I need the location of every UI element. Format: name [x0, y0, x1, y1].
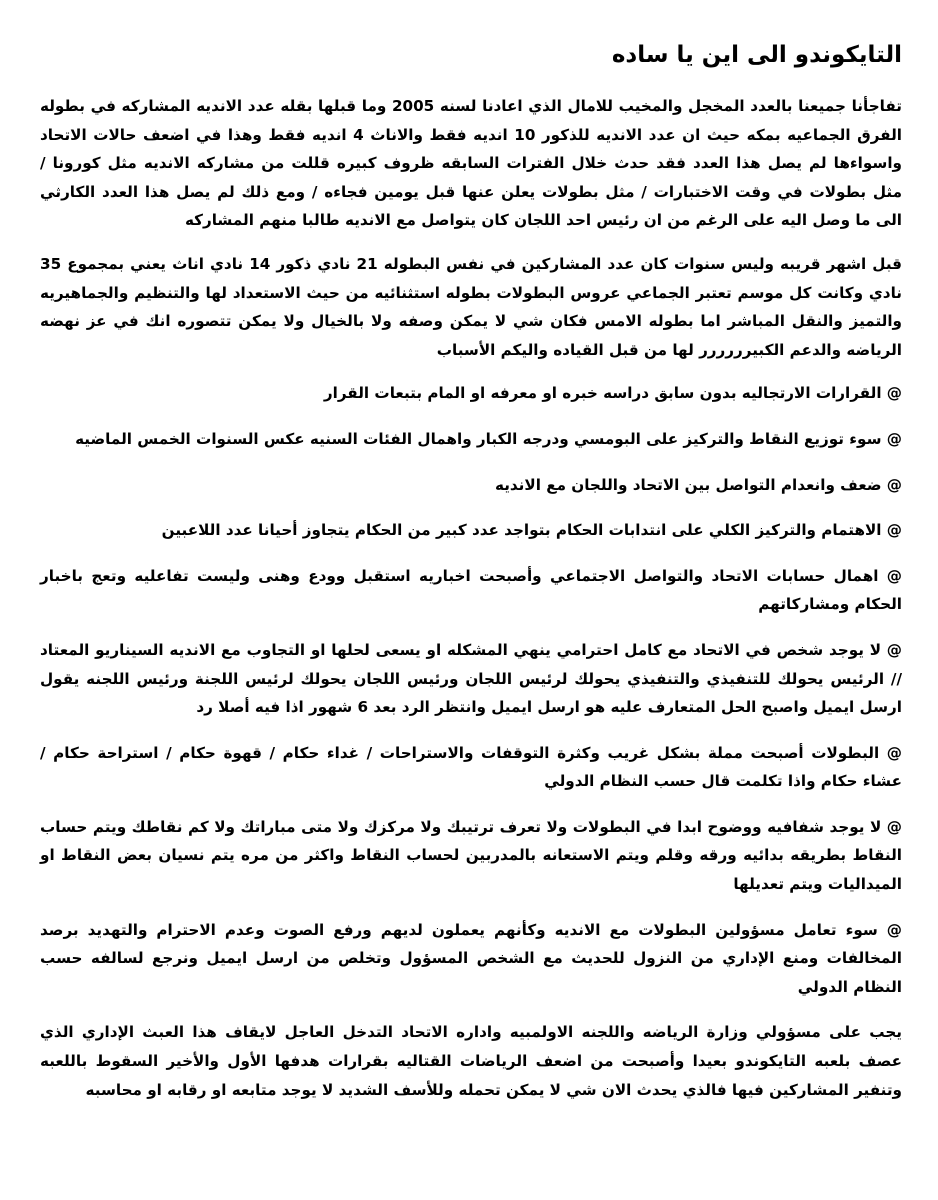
reason-point-5: @ اهمال حسابات الاتحاد والتواصل الاجتماعي وأصبحت اخباريه استقبل وودع وهنى وليست تفاعليه وتعج باخبار الحكام ومشاركاتهم — [40, 566, 902, 614]
reason-point-9: @ سوء تعامل مسؤولين البطولات مع الانديه وكأنهم يعملون لديهم ورفع الصوت وعدم الاحترام والتهديد برصد المخالفات ومنع الإداري من النزول للحديث مع الشخص المسؤول وتخلص من ارسل ايميل ونرجع لسالفه حسب النظام الدولي — [40, 920, 902, 996]
document-title: التايكوندو الى اين يا ساده — [611, 42, 902, 68]
closing-paragraph: يجب على مسؤولي وزارة الرياضه واللجنه الاولمبيه واداره الاتحاد التدخل العاجل لايقاف هذا العبث الإداري الذي عصف بلعبه التايكوندو بعيدا وأصبحت من اضعف الرياضات القتاليه بقرارات هدفها الأول والأخير السقوط باللعبه وتنفير المشاركين فيها فالذي يحدث الان شي لا يمكن تحمله وللأسف الشديد لا يوجد متابعه او رقابه او محاسبه — [40, 1023, 902, 1099]
reason-point-8: @ لا يوجد شفافيه ووضوح ابدا في البطولات ولا تعرف ترتيبك ولا مركزك ولا متى مباراتك ولا كم نقاطك ويتم حساب النقاط بطريقه بدائيه ورقه وقلم ويتم الاستعانه بالمدربين لحساب النقاط واكثر من مره يتم نسيان بعض النقاط او الميداليات ويتم تعديلها — [40, 817, 902, 894]
document-page — [40, 38, 902, 1104]
reason-point-2: @ سوء توزيع النقاط والتركيز على البومسي ودرجه الكبار واهمال الفئات السنيه عكس السنوات الخمس الماضيه — [75, 429, 902, 448]
reason-point-3: @ ضعف وانعدام التواصل بين الاتحاد واللجان مع الانديه — [495, 475, 902, 494]
reason-point-6: @ لا يوجد شخص في الاتحاد مع كامل احترامي ينهي المشكله او يسعى لحلها او التجاوب مع الانديه السيناريو المعتاد // الرئيس يحولك للتنفيذي والتنفيذي يحولك لرئيس اللجان ورئيس اللجان يحولك لرئيس اللجنة ورئيس اللجنه يقول ارسل ايميل واصبح الحل المتعارف عليه هو ارسل ايميل وانتظر الرد بعد 6 شهور اذا فيه أصلا رد — [40, 640, 902, 717]
intro-paragraph-1: تفاجأنا جميعنا بالعدد المخجل والمخيب للامال الذي اعادنا لسنه 2005 وما قبلها بقله عدد الانديه المشاركه في بطوله الفرق الجماعيه بمكه حيث ان عدد الانديه للذكور 10 انديه فقط والاناث 4 انديه فقط وهذا في اضعف حالات الاتحاد واسواءها لم يصل هذا العدد فقد حدث خلال الفترات السابقه ظروف كبيره قللت من مشاركه الانديه مثل كورونا / مثل بطولات في وقت الاختبارات / مثل بطولات يعلن عنها قبل يومين فجاءه / ومع ذلك لم يصل هذا العدد الكارثي الى ما وصل اليه على الرغم من ان رئيس احد اللجان كان يتواصل مع الانديه طالبا منهم المشاركه — [40, 97, 902, 230]
reason-point-7: @ البطولات أصبحت مملة بشكل غريب وكثرة التوقفات والاستراحات / غداء حكام / قهوة حكام / استراحة حكام / عشاء حكام واذا تكلمت قال حسب النظام الدولي — [40, 743, 902, 791]
intro-paragraph-2: قبل اشهر قريبه وليس سنوات كان عدد المشاركين في نفس البطوله 21 نادي ذكور 14 نادي اناث يعني بمجموع 35 نادي وكانت كل موسم تعتبر الجماعي عروس البطولات بطوله استثنائيه من حيث الاستعداد لها والتنظيم والجماهيريه والتميز والنقل المباشر اما بطوله الامس فكان شي لا يمكن وصفه ولا بالخيال ولا يمكن تتصوره انك في عز نهضه الرياضه والدعم الكبيرررررر لها من قبل القياده واليكم الأسباب — [40, 254, 903, 359]
reason-point-1: @ القرارات الارتجاليه بدون سابق دراسه خبره او معرفه او المام بتبعات القرار — [323, 384, 902, 403]
reason-point-4: @ الاهتمام والتركيز الكلي على انتدابات الحكام بتواجد عدد كبير من الحكام يتجاوز أحيانا عدد اللاعبين — [161, 521, 902, 540]
